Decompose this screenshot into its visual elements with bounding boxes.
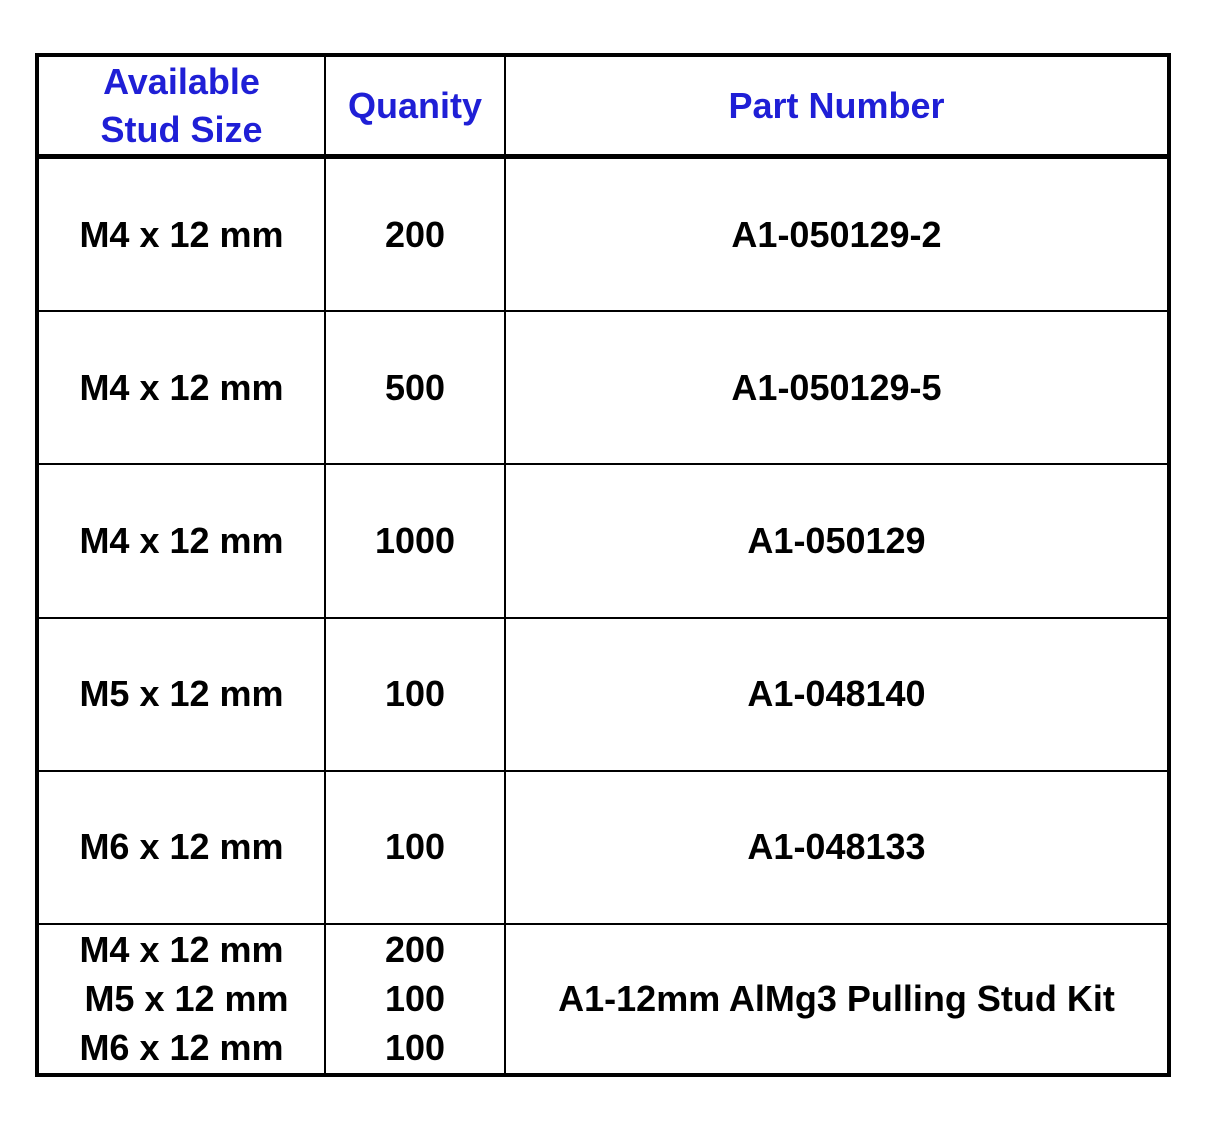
table-row [39,618,1167,771]
kit-size-m6: M6 x 12 mm [79,1027,284,1069]
stud-size-cell: M4 x 12 mm [39,311,325,464]
part-number-cell: A1-050129 [505,464,1167,617]
kit-part-number-cell: A1-12mm AlMg3 Pulling Stud Kit [505,924,1167,1073]
quantity-cell: 1000 [325,464,505,617]
table-row [39,311,1167,464]
table-row [39,771,1167,924]
part-number-cell: A1-050129-5 [505,311,1167,464]
header-stud-size [39,57,325,157]
header-row [39,57,1167,157]
quantity-cell: 200 [325,157,505,312]
stud-table [39,57,1167,1073]
kit-quantity-m6: 100 [384,1027,446,1069]
stud-size-cell: M4 x 12 mm [39,157,325,312]
kit-quantities-cell [325,924,505,1073]
header-part-number: Part Number [505,57,1167,157]
part-number-cell: A1-048133 [505,771,1167,924]
table-row [39,464,1167,617]
part-number-cell: A1-050129-2 [505,157,1167,312]
stud-size-cell: M6 x 12 mm [39,771,325,924]
stud-size-cell: M4 x 12 mm [39,464,325,617]
part-number-cell: A1-048140 [505,618,1167,771]
stud-parts-table [35,53,1171,1077]
kit-quantity-m5: 100 [384,978,446,1020]
quantity-cell: 100 [325,771,505,924]
kit-size-m4: M4 x 12 mm [79,929,284,971]
header-stud-size-line1: Available [103,60,260,102]
stud-size-cell: M5 x 12 mm [39,618,325,771]
header-quantity: Quanity [325,57,505,157]
kit-quantity-m4: 200 [384,929,446,971]
table-row [39,157,1167,312]
kit-row [39,924,1167,1073]
kit-sizes-cell [39,924,325,1073]
quantity-cell: 100 [325,618,505,771]
header-stud-size-line2: Stud Size [100,108,263,150]
quantity-cell: 500 [325,311,505,464]
kit-size-m5: M5 x 12 mm [84,978,289,1020]
